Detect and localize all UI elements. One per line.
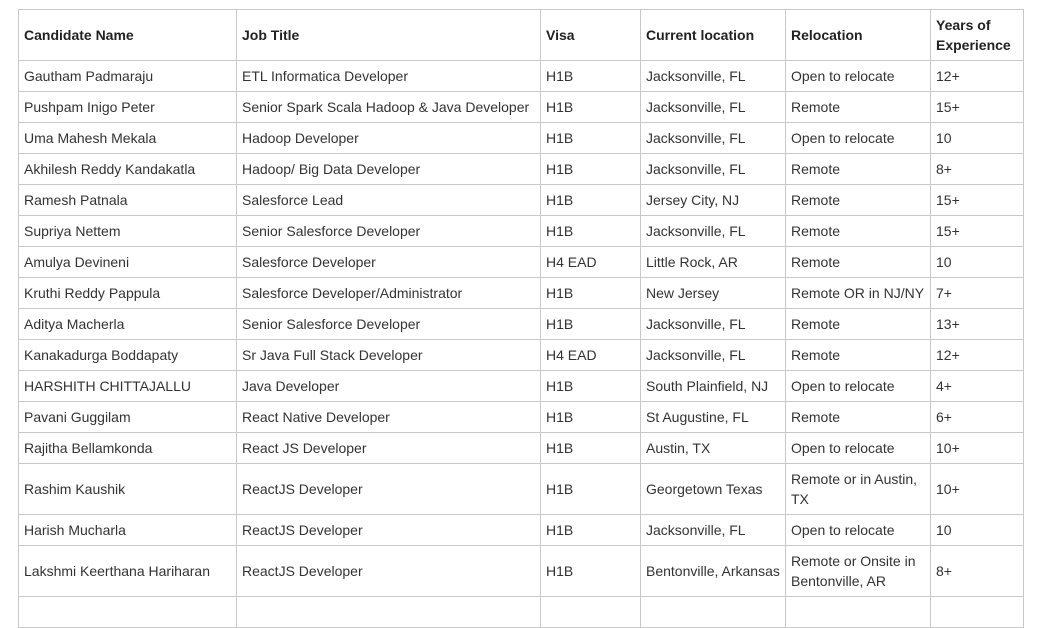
cell-current-location: Bentonville, Arkansas bbox=[641, 546, 786, 597]
cell-visa: H1B bbox=[541, 123, 641, 154]
cell-candidate-name: Lakshmi Keerthana Hariharan bbox=[19, 546, 237, 597]
cell-relocation: Remote bbox=[786, 92, 931, 123]
cell-current-location: Jacksonville, FL bbox=[641, 154, 786, 185]
cell-relocation: Remote bbox=[786, 309, 931, 340]
table-row bbox=[19, 216, 1024, 247]
cell-job-title: Salesforce Developer bbox=[237, 247, 541, 278]
cell-job-title: ETL Informatica Developer bbox=[237, 61, 541, 92]
cell-job-title: Hadoop/ Big Data Developer bbox=[237, 154, 541, 185]
cell-current-location: Jacksonville, FL bbox=[641, 515, 786, 546]
cell-job-title: Senior Spark Scala Hadoop & Java Developer bbox=[237, 92, 541, 123]
cell-visa: H1B bbox=[541, 371, 641, 402]
cell-visa: H1B bbox=[541, 216, 641, 247]
cell-current-location: St Augustine, FL bbox=[641, 402, 786, 433]
cell-candidate-name: Aditya Macherla bbox=[19, 309, 237, 340]
cell-visa: H1B bbox=[541, 309, 641, 340]
cell-relocation bbox=[786, 597, 931, 628]
cell-candidate-name: Pushpam Inigo Peter bbox=[19, 92, 237, 123]
cell-relocation: Remote bbox=[786, 247, 931, 278]
cell-relocation: Remote or in Austin, TX bbox=[786, 464, 931, 515]
table-row bbox=[19, 433, 1024, 464]
cell-current-location: Austin, TX bbox=[641, 433, 786, 464]
table-row bbox=[19, 61, 1024, 92]
cell-current-location: Jacksonville, FL bbox=[641, 216, 786, 247]
cell-visa bbox=[541, 597, 641, 628]
cell-job-title: ReactJS Developer bbox=[237, 515, 541, 546]
cell-relocation: Remote OR in NJ/NY bbox=[786, 278, 931, 309]
cell-candidate-name: Akhilesh Reddy Kandakatla bbox=[19, 154, 237, 185]
cell-current-location: Jersey City, NJ bbox=[641, 185, 786, 216]
cell-candidate-name: Kruthi Reddy Pappula bbox=[19, 278, 237, 309]
header-current-location: Current location bbox=[641, 10, 786, 61]
cell-visa: H1B bbox=[541, 278, 641, 309]
cell-relocation: Open to relocate bbox=[786, 61, 931, 92]
cell-relocation: Remote bbox=[786, 185, 931, 216]
cell-candidate-name: Amulya Devineni bbox=[19, 247, 237, 278]
cell-years-of-experience: 8+ bbox=[931, 154, 1024, 185]
cell-candidate-name: Uma Mahesh Mekala bbox=[19, 123, 237, 154]
cell-relocation: Remote bbox=[786, 340, 931, 371]
table-row bbox=[19, 402, 1024, 433]
cell-job-title: ReactJS Developer bbox=[237, 546, 541, 597]
table-row bbox=[19, 464, 1024, 515]
cell-relocation: Open to relocate bbox=[786, 123, 931, 154]
cell-job-title: React Native Developer bbox=[237, 402, 541, 433]
cell-current-location: Jacksonville, FL bbox=[641, 309, 786, 340]
cell-candidate-name: Gautham Padmaraju bbox=[19, 61, 237, 92]
cell-years-of-experience: 15+ bbox=[931, 185, 1024, 216]
cell-years-of-experience: 8+ bbox=[931, 546, 1024, 597]
cell-years-of-experience: 7+ bbox=[931, 278, 1024, 309]
cell-relocation: Remote bbox=[786, 402, 931, 433]
header-candidate-name: Candidate Name bbox=[19, 10, 237, 61]
cell-job-title bbox=[237, 597, 541, 628]
cell-visa: H1B bbox=[541, 515, 641, 546]
table-row bbox=[19, 309, 1024, 340]
cell-current-location: New Jersey bbox=[641, 278, 786, 309]
cell-visa: H1B bbox=[541, 402, 641, 433]
cell-relocation: Open to relocate bbox=[786, 515, 931, 546]
cell-job-title: Senior Salesforce Developer bbox=[237, 216, 541, 247]
table-row bbox=[19, 154, 1024, 185]
cell-visa: H1B bbox=[541, 546, 641, 597]
cell-current-location bbox=[641, 597, 786, 628]
cell-candidate-name: Rajitha Bellamkonda bbox=[19, 433, 237, 464]
cell-candidate-name: Kanakadurga Boddapaty bbox=[19, 340, 237, 371]
table-row bbox=[19, 515, 1024, 546]
cell-relocation: Remote or Onsite in Bentonville, AR bbox=[786, 546, 931, 597]
cell-current-location: South Plainfield, NJ bbox=[641, 371, 786, 402]
cell-years-of-experience bbox=[931, 597, 1024, 628]
cell-visa: H1B bbox=[541, 92, 641, 123]
cell-visa: H4 EAD bbox=[541, 247, 641, 278]
cell-visa: H1B bbox=[541, 185, 641, 216]
cell-candidate-name: Supriya Nettem bbox=[19, 216, 237, 247]
cell-candidate-name: Pavani Guggilam bbox=[19, 402, 237, 433]
cell-years-of-experience: 4+ bbox=[931, 371, 1024, 402]
cell-relocation: Remote bbox=[786, 216, 931, 247]
cell-job-title: Hadoop Developer bbox=[237, 123, 541, 154]
cell-candidate-name: Ramesh Patnala bbox=[19, 185, 237, 216]
cell-visa: H1B bbox=[541, 154, 641, 185]
cell-current-location: Georgetown Texas bbox=[641, 464, 786, 515]
table-row bbox=[19, 340, 1024, 371]
cell-job-title: Senior Salesforce Developer bbox=[237, 309, 541, 340]
cell-job-title: Sr Java Full Stack Developer bbox=[237, 340, 541, 371]
cell-visa: H1B bbox=[541, 433, 641, 464]
header-relocation: Relocation bbox=[786, 10, 931, 61]
cell-years-of-experience: 10 bbox=[931, 515, 1024, 546]
cell-current-location: Jacksonville, FL bbox=[641, 123, 786, 154]
cell-current-location: Jacksonville, FL bbox=[641, 61, 786, 92]
cell-current-location: Little Rock, AR bbox=[641, 247, 786, 278]
table-row bbox=[19, 123, 1024, 154]
cell-years-of-experience: 15+ bbox=[931, 92, 1024, 123]
cell-relocation: Remote bbox=[786, 154, 931, 185]
cell-candidate-name: HARSHITH CHITTAJALLU bbox=[19, 371, 237, 402]
cell-job-title: React JS Developer bbox=[237, 433, 541, 464]
cell-job-title: ReactJS Developer bbox=[237, 464, 541, 515]
cell-job-title: Java Developer bbox=[237, 371, 541, 402]
table-row bbox=[19, 92, 1024, 123]
table-row bbox=[19, 597, 1024, 628]
cell-current-location: Jacksonville, FL bbox=[641, 92, 786, 123]
candidates-table bbox=[18, 9, 1024, 628]
cell-years-of-experience: 10 bbox=[931, 247, 1024, 278]
table-header-row bbox=[19, 10, 1024, 61]
cell-relocation: Open to relocate bbox=[786, 433, 931, 464]
table-row bbox=[19, 185, 1024, 216]
header-visa: Visa bbox=[541, 10, 641, 61]
cell-years-of-experience: 10 bbox=[931, 123, 1024, 154]
cell-candidate-name bbox=[19, 597, 237, 628]
header-years-of-experience: Years of Experience bbox=[931, 10, 1024, 61]
cell-years-of-experience: 6+ bbox=[931, 402, 1024, 433]
cell-visa: H4 EAD bbox=[541, 340, 641, 371]
header-job-title: Job Title bbox=[237, 10, 541, 61]
cell-job-title: Salesforce Developer/Administrator bbox=[237, 278, 541, 309]
cell-years-of-experience: 15+ bbox=[931, 216, 1024, 247]
cell-relocation: Open to relocate bbox=[786, 371, 931, 402]
table-row bbox=[19, 247, 1024, 278]
cell-years-of-experience: 10+ bbox=[931, 464, 1024, 515]
cell-candidate-name: Rashim Kaushik bbox=[19, 464, 237, 515]
cell-years-of-experience: 10+ bbox=[931, 433, 1024, 464]
table-row bbox=[19, 278, 1024, 309]
cell-years-of-experience: 12+ bbox=[931, 340, 1024, 371]
cell-years-of-experience: 12+ bbox=[931, 61, 1024, 92]
table-row bbox=[19, 546, 1024, 597]
cell-visa: H1B bbox=[541, 61, 641, 92]
table-row bbox=[19, 371, 1024, 402]
cell-years-of-experience: 13+ bbox=[931, 309, 1024, 340]
cell-current-location: Jacksonville, FL bbox=[641, 340, 786, 371]
cell-visa: H1B bbox=[541, 464, 641, 515]
cell-job-title: Salesforce Lead bbox=[237, 185, 541, 216]
cell-candidate-name: Harish Mucharla bbox=[19, 515, 237, 546]
